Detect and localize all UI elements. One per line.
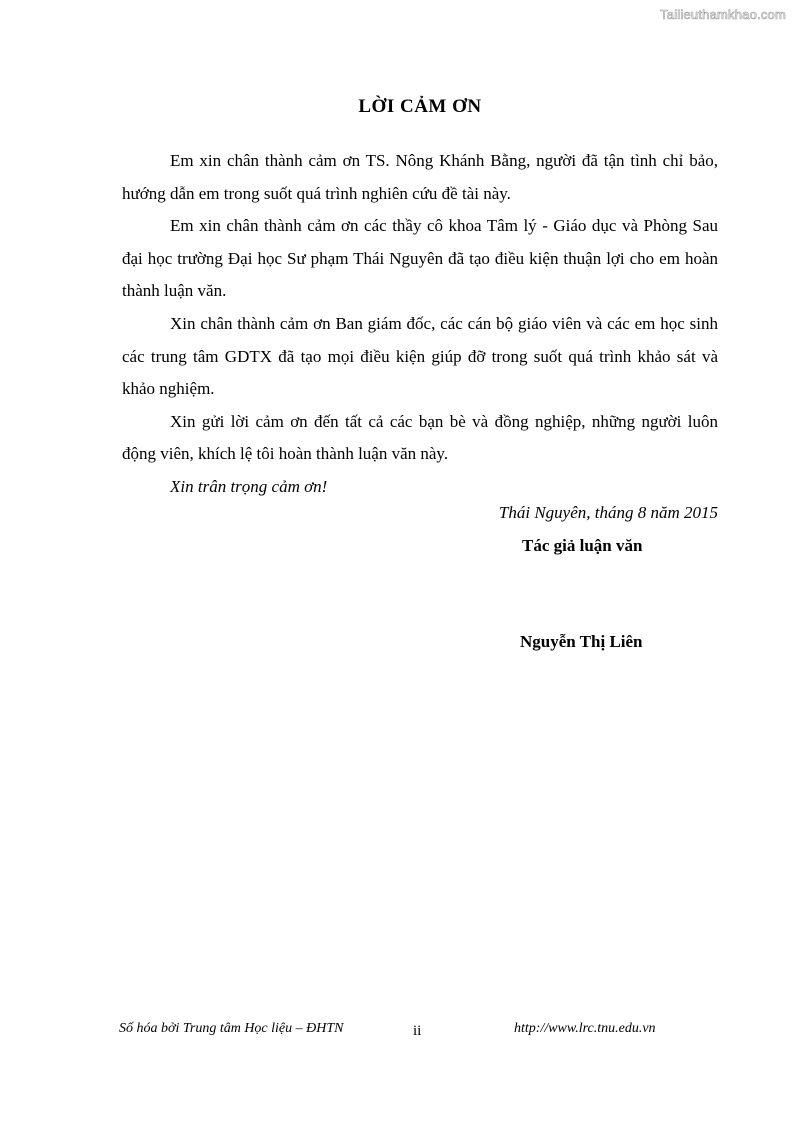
place-date: Thái Nguyên, tháng 8 năm 2015 xyxy=(498,503,718,522)
paragraph-3: Xin chân thành cảm ơn Ban giám đốc, các cán bộ giáo viên và các em học sinh các trung tâm GDTX đã tạo mọi điều kiện giúp đỡ trong suốt quá trình khảo sát và khảo nghiệm. xyxy=(122,313,718,399)
closing-line: Xin trân trọng cảm ơn! xyxy=(170,476,328,496)
author-label: Tác giả luận văn xyxy=(522,536,643,555)
paragraph-4: Xin gửi lời cảm ơn đến tất cả các bạn bè và đồng nghiệp, những người luôn động viên, khích lệ tôi hoàn thành luận văn này. xyxy=(122,411,718,464)
footer-url[interactable]: http://www.lrc.tnu.edu.vn xyxy=(514,1021,656,1036)
author-name: Nguyễn Thị Liên xyxy=(520,632,643,651)
footer-digitized-by: Số hóa bởi Trung tâm Học liệu – ĐHTN xyxy=(119,1021,344,1036)
footer-page-number: ii xyxy=(413,1023,422,1039)
paragraph-1: Em xin chân thành cảm ơn TS. Nông Khánh Bằng, người đã tận tình chỉ bảo, hướng dẫn em trong suốt quá trình nghiên cứu đề tài này. xyxy=(122,151,718,203)
paragraph-2: Em xin chân thành cảm ơn các thầy cô khoa Tâm lý - Giáo dục và Phòng Sau đại học trường Đại học Sư phạm Thái Nguyên đã tạo điều kiện thuận lợi cho em hoàn thành luận văn. xyxy=(122,216,718,301)
watermark-text: Tailieuthamkhao.com xyxy=(660,7,786,22)
acknowledgement-body xyxy=(122,145,718,504)
page-title: LỜI CẢM ƠN xyxy=(358,96,482,117)
